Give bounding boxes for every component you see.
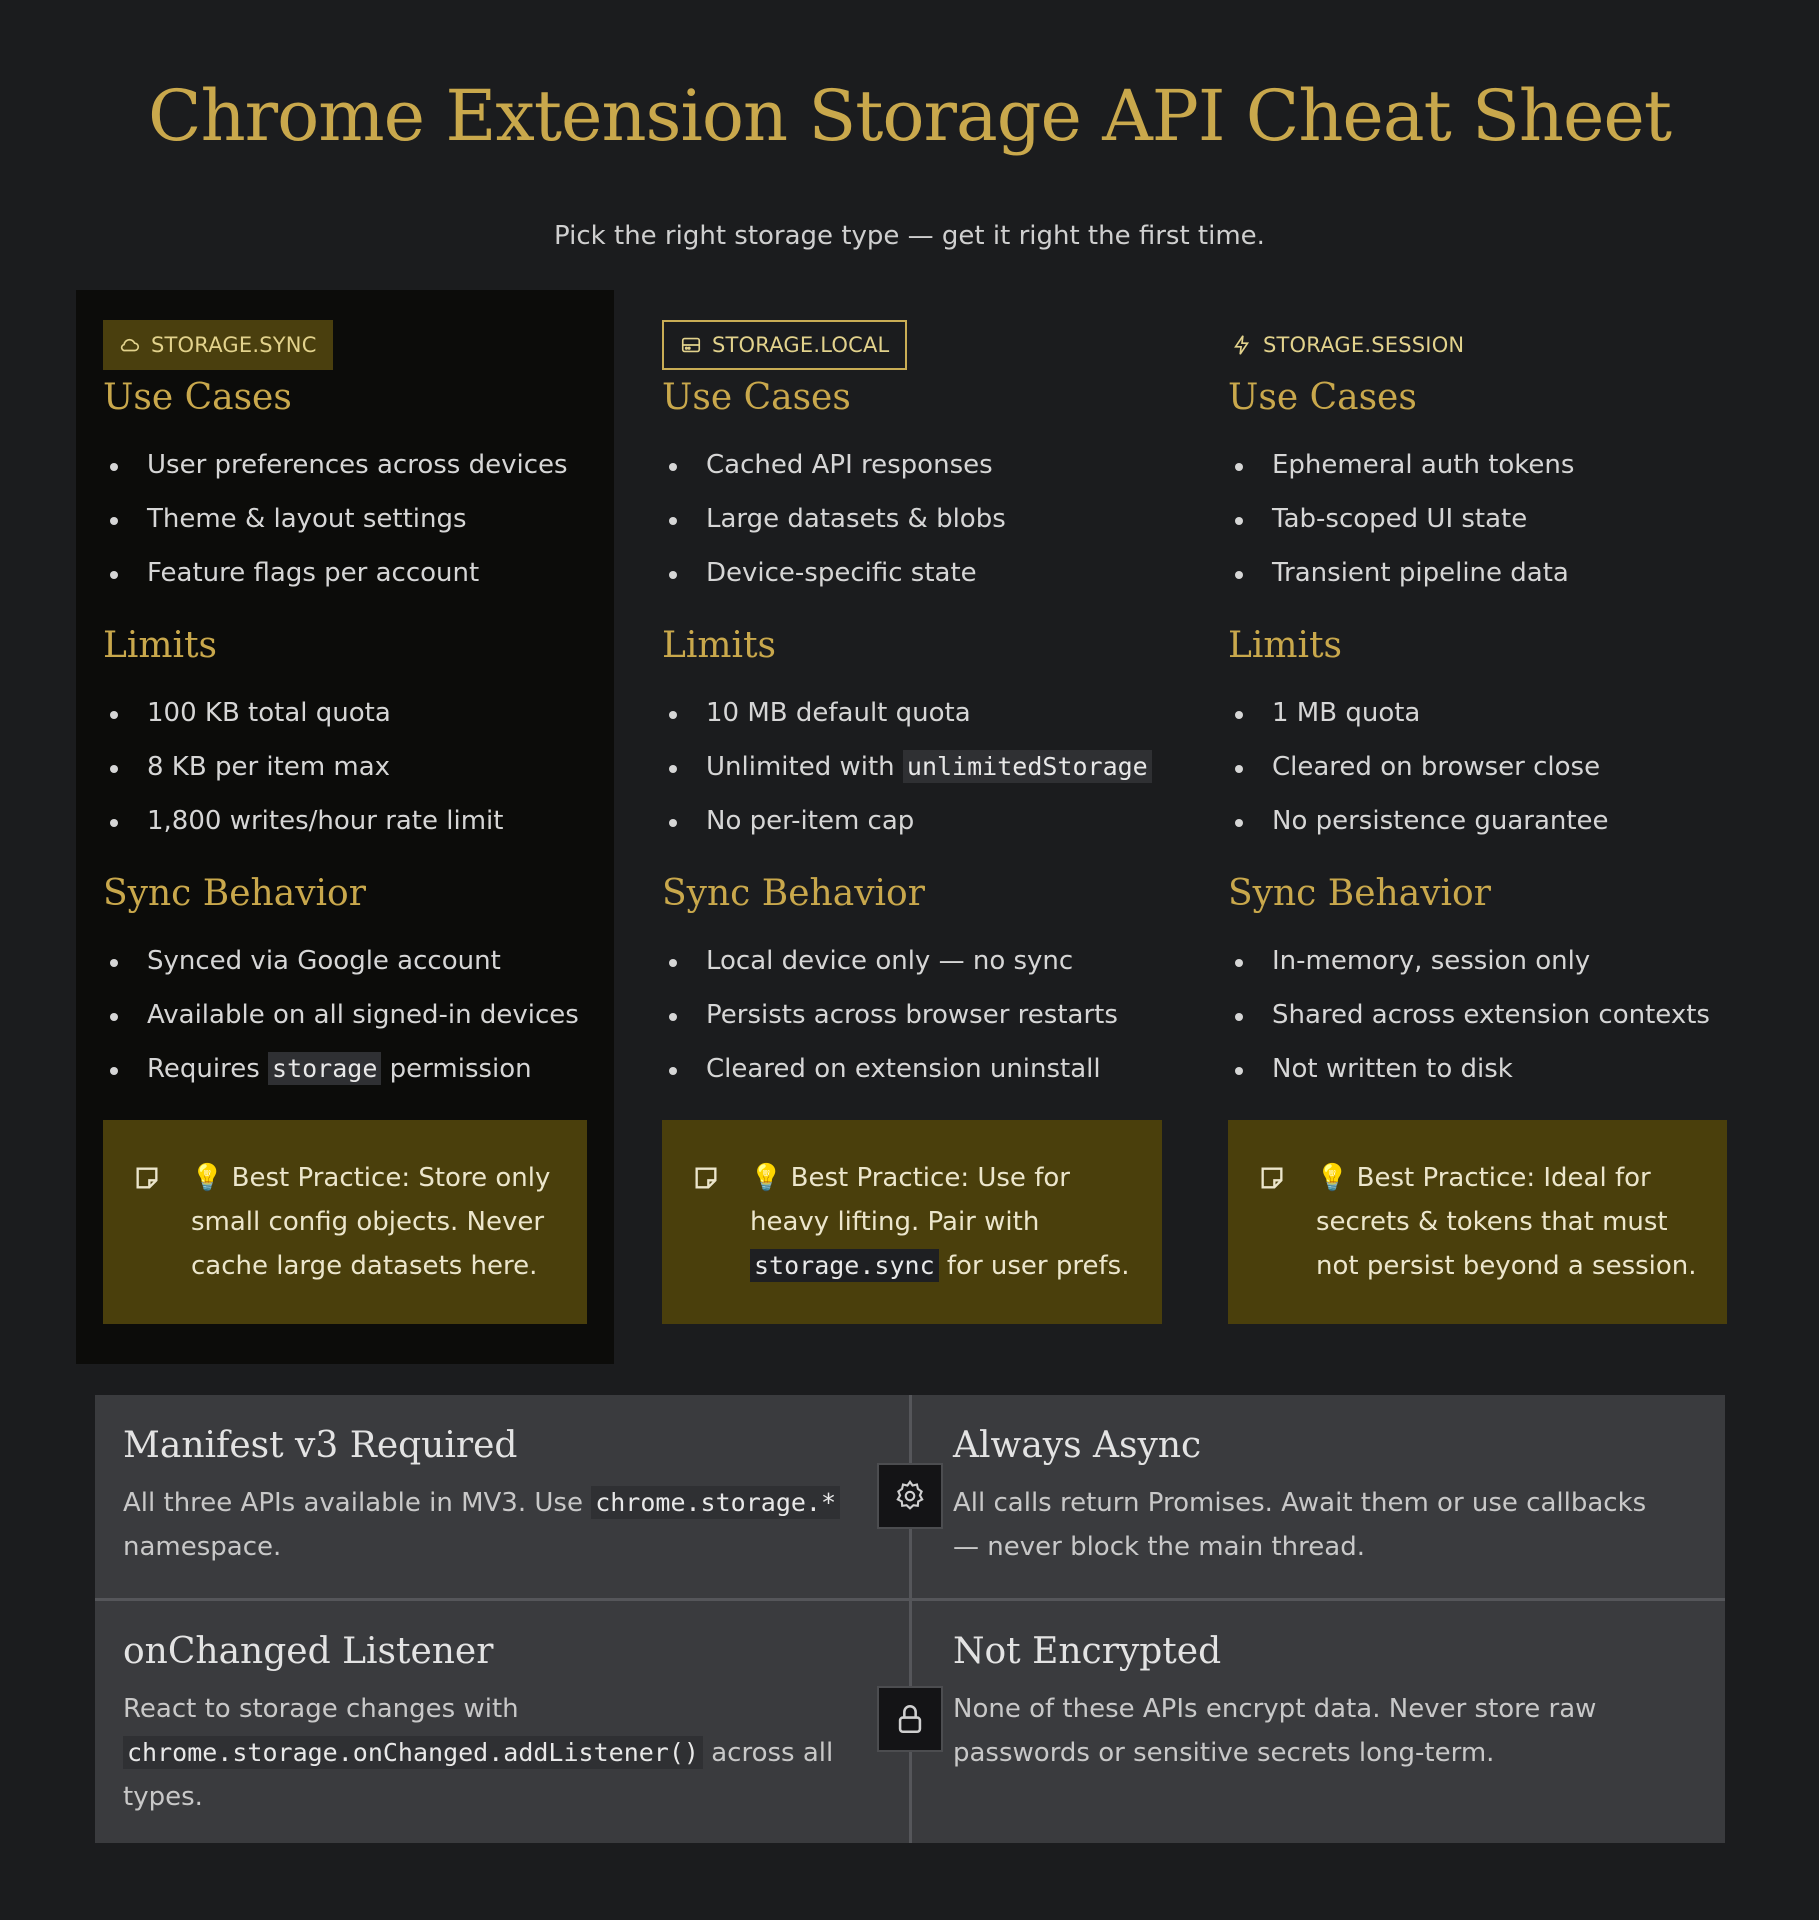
list-item: Cleared on browser close xyxy=(1228,740,1727,794)
hard-drive-icon xyxy=(680,334,702,356)
list-item: Shared across extension contexts xyxy=(1228,988,1727,1042)
note-title: Manifest v3 Required xyxy=(123,1425,518,1466)
emoji-bulb: 💡 xyxy=(1316,1163,1349,1193)
notes-grid xyxy=(95,1395,1725,1843)
section-heading: Sync Behavior xyxy=(103,873,366,914)
list-item: 1 MB quota xyxy=(1228,686,1727,740)
list-item: Synced via Google account xyxy=(103,934,587,988)
lock-icon-box xyxy=(877,1686,943,1752)
note-encrypted xyxy=(925,1601,1705,1775)
sticky-note-icon xyxy=(692,1164,720,1192)
gear-badge-icon xyxy=(893,1479,927,1513)
section-heading: Sync Behavior xyxy=(1228,873,1491,914)
section-heading: Use Cases xyxy=(662,377,851,418)
list-item: Device-specific state xyxy=(662,546,1162,600)
list-item xyxy=(103,1042,587,1096)
section-heading: Limits xyxy=(1228,625,1343,666)
note-text: All calls return Promises. Await them or use callbacks — never block the main thread. xyxy=(953,1488,1647,1562)
best-practice-callout xyxy=(662,1120,1162,1324)
section-heading: Limits xyxy=(103,625,218,666)
storage-sync-badge xyxy=(103,320,333,370)
use-cases-section xyxy=(662,376,1162,600)
list-item: Persists across browser restarts xyxy=(662,988,1162,1042)
page-subtitle: Pick the right storage type — get it right the first time. xyxy=(554,221,1265,251)
best-practice-callout xyxy=(1228,1120,1727,1324)
sync-behavior-section xyxy=(103,872,587,1096)
list-item: Available on all signed-in devices xyxy=(103,988,587,1042)
storage-local-badge xyxy=(662,320,907,370)
note-text: All three APIs available in MV3. Use chrome.storage.* namespace. xyxy=(123,1481,847,1569)
use-cases-section xyxy=(1228,376,1727,600)
section-heading: Use Cases xyxy=(103,377,292,418)
text: Unlimited with xyxy=(706,752,903,782)
note-text: React to storage changes with chrome.storage.onChanged.addListener() across all types. xyxy=(123,1694,834,1812)
badge-label: STORAGE.SESSION xyxy=(1263,333,1465,357)
badge-label: STORAGE.LOCAL xyxy=(712,333,890,357)
list-item: No persistence guarantee xyxy=(1228,794,1727,848)
best-practice-callout xyxy=(103,1120,587,1324)
list-item: 1,800 writes/hour rate limit xyxy=(103,794,587,848)
list-item: Large datasets & blobs xyxy=(662,492,1162,546)
list-item: Cached API responses xyxy=(662,438,1162,492)
note-title: Not Encrypted xyxy=(953,1631,1222,1672)
list-item: Cleared on extension uninstall xyxy=(662,1042,1162,1096)
tip-text: for user prefs. xyxy=(938,1251,1130,1281)
page-title: Chrome Extension Storage API Cheat Sheet xyxy=(148,75,1671,157)
inline-code: chrome.storage.onChanged.addListener() xyxy=(123,1736,703,1769)
storage-session-column xyxy=(1201,290,1761,1324)
use-cases-section xyxy=(103,376,587,600)
list-item: Tab-scoped UI state xyxy=(1228,492,1727,546)
badge-label: STORAGE.SYNC xyxy=(151,333,317,357)
list-item: Local device only — no sync xyxy=(662,934,1162,988)
inline-code: storage.sync xyxy=(750,1249,939,1282)
tip-text: Best Practice: Use for heavy lifting. Pair with xyxy=(750,1163,1070,1237)
sticky-note-icon xyxy=(133,1164,161,1192)
tip-text: Best Practice: Ideal for secrets & tokens that must not persist beyond a session. xyxy=(1316,1163,1697,1281)
inline-code: chrome.storage.* xyxy=(591,1486,840,1519)
note-manifest xyxy=(95,1395,875,1569)
gear-badge-icon-box xyxy=(877,1463,943,1529)
note-title: onChanged Listener xyxy=(123,1631,494,1672)
storage-session-badge xyxy=(1228,320,1480,370)
list-item: 8 KB per item max xyxy=(103,740,587,794)
inline-code: storage xyxy=(268,1052,381,1085)
note-async xyxy=(925,1395,1705,1569)
inline-code: unlimitedStorage xyxy=(903,750,1152,783)
note-text: None of these APIs encrypt data. Never store raw passwords or sensitive secrets long-term. xyxy=(953,1694,1597,1768)
limits-section xyxy=(1228,624,1727,848)
note-onchanged xyxy=(95,1601,875,1819)
lightning-icon xyxy=(1231,334,1253,356)
limits-section xyxy=(103,624,587,848)
list-item: 10 MB default quota xyxy=(662,686,1162,740)
list-item: Not written to disk xyxy=(1228,1042,1727,1096)
list-item: No per-item cap xyxy=(662,794,1162,848)
list-item: Theme & layout settings xyxy=(103,492,587,546)
list-item: In-memory, session only xyxy=(1228,934,1727,988)
storage-local-column xyxy=(635,290,1191,1324)
list-item: Ephemeral auth tokens xyxy=(1228,438,1727,492)
tip-text: Best Practice: Store only small config objects. Never cache large datasets here. xyxy=(191,1163,551,1281)
cloud-icon xyxy=(119,334,141,356)
storage-sync-column xyxy=(76,290,614,1364)
note-title: Always Async xyxy=(953,1425,1202,1466)
list-item: Feature flags per account xyxy=(103,546,587,600)
text: Requires xyxy=(147,1054,269,1084)
list-item: 100 KB total quota xyxy=(103,686,587,740)
limits-section xyxy=(662,624,1162,848)
emoji-bulb: 💡 xyxy=(191,1163,224,1193)
text: permission xyxy=(381,1054,532,1084)
list-item: Transient pipeline data xyxy=(1228,546,1727,600)
section-heading: Sync Behavior xyxy=(662,873,925,914)
section-heading: Use Cases xyxy=(1228,377,1417,418)
sync-behavior-section xyxy=(1228,872,1727,1096)
lock-icon xyxy=(893,1702,927,1736)
list-item: User preferences across devices xyxy=(103,438,587,492)
sticky-note-icon xyxy=(1258,1164,1286,1192)
sync-behavior-section xyxy=(662,872,1162,1096)
list-item xyxy=(662,740,1162,794)
section-heading: Limits xyxy=(662,625,777,666)
emoji-bulb: 💡 xyxy=(750,1163,783,1193)
